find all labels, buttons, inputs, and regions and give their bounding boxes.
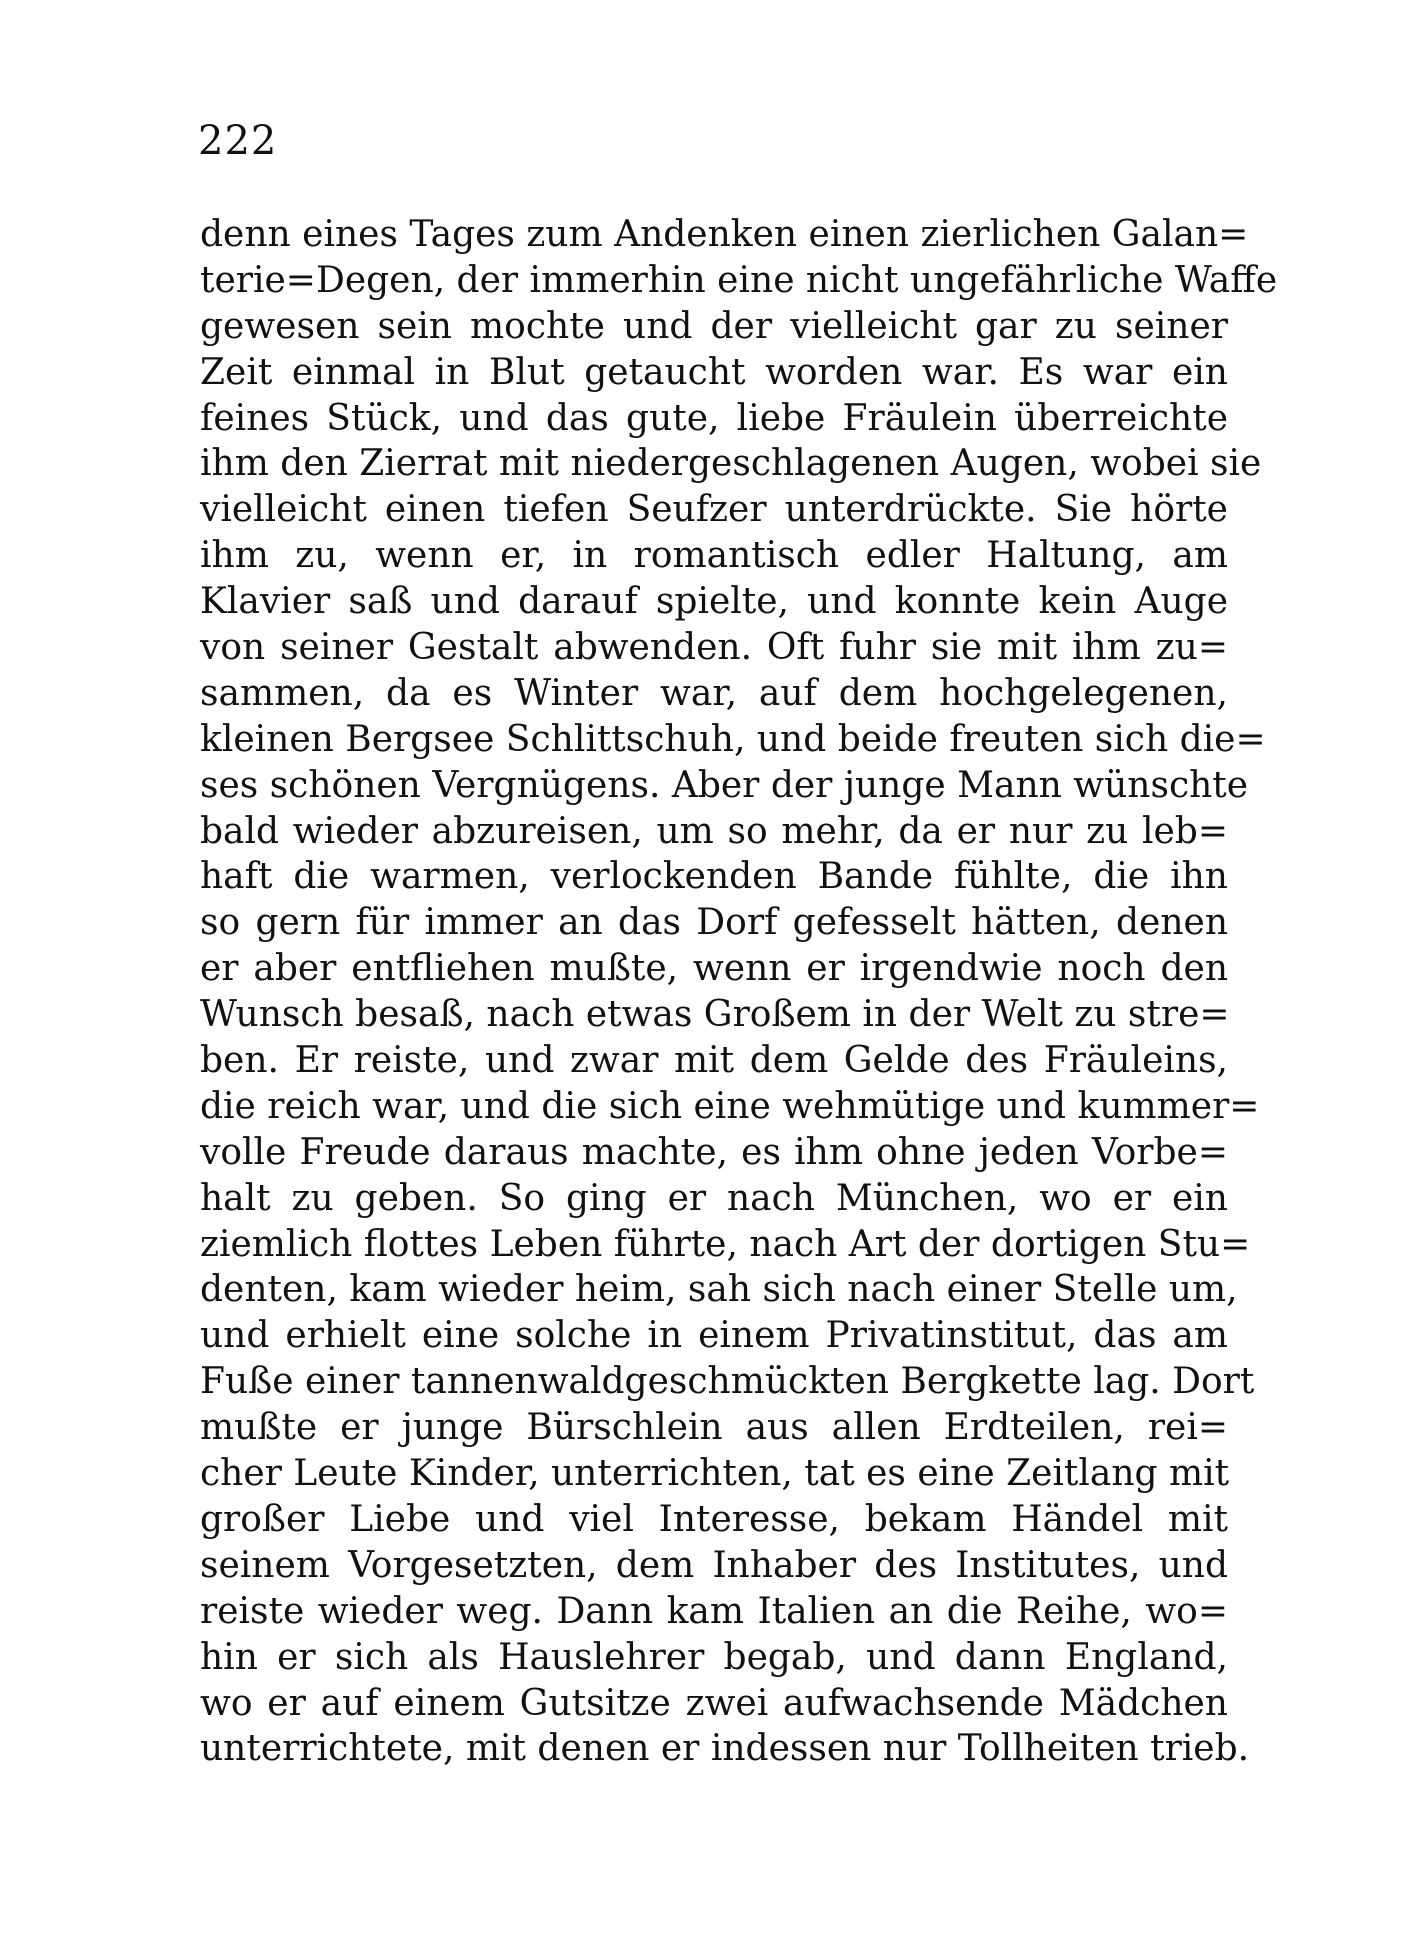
- text-line: wo er auf einem Gutsitze zwei aufwachsende Mädchen: [200, 1682, 1228, 1724]
- text-line: halt zu geben. So ging er nach München, wo er ein: [200, 1177, 1228, 1219]
- text-line: und erhielt eine solche in einem Privatinstitut, das am: [200, 1315, 1228, 1357]
- text-line: die reich war, und die sich eine wehmütige und kummer=: [200, 1085, 1260, 1127]
- page-number: 222: [198, 118, 278, 164]
- text-line: reiste wieder weg. Dann kam Italien an die Reihe, wo=: [200, 1590, 1228, 1632]
- text-line: terie=Degen, der immerhin eine nicht ungefährliche Waffe: [200, 259, 1278, 301]
- text-line: Wunsch besaß, nach etwas Großem in der Welt zu stre=: [200, 994, 1230, 1036]
- text-line: er aber entfliehen mußte, wenn er irgendwie noch den: [200, 948, 1228, 990]
- text-line: feines Stück, und das gute, liebe Fräulein überreichte: [200, 397, 1228, 439]
- text-line: ben. Er reiste, und zwar mit dem Gelde des Fräuleins,: [200, 1040, 1228, 1082]
- text-line: ihm den Zierrat mit niedergeschlagenen Augen, wobei sie: [200, 443, 1262, 485]
- text-line: Zeit einmal in Blut getaucht worden war. Es war ein: [200, 351, 1228, 393]
- text-line: kleinen Bergsee Schlittschuh, und beide freuten sich die=: [200, 718, 1266, 760]
- text-line: hin er sich als Hauslehrer begab, und dann England,: [200, 1636, 1228, 1678]
- text-line: vielleicht einen tiefen Seufzer unterdrückte. Sie hörte: [200, 489, 1228, 531]
- text-line: cher Leute Kinder, unterrichten, tat es eine Zeitlang mit: [200, 1453, 1230, 1495]
- text-line: seinem Vorgesetzten, dem Inhaber des Institutes, und: [200, 1544, 1228, 1586]
- text-line: von seiner Gestalt abwenden. Oft fuhr sie mit ihm zu=: [200, 627, 1228, 669]
- text-line: ihm zu, wenn er, in romantisch edler Haltung, am: [200, 535, 1228, 577]
- text-line: denn eines Tages zum Andenken einen zierlichen Galan=: [200, 214, 1249, 255]
- text-line: mußte er junge Bürschlein aus allen Erdteilen, rei=: [200, 1407, 1228, 1449]
- text-line: gewesen sein mochte und der vielleicht gar zu seiner: [200, 305, 1228, 347]
- text-line: so gern für immer an das Dorf gefesselt hätten, denen: [200, 902, 1228, 944]
- text-line: ziemlich flottes Leben führte, nach Art der dortigen Stu=: [200, 1223, 1251, 1265]
- text-line: volle Freude daraus machte, es ihm ohne jeden Vorbe=: [200, 1131, 1228, 1173]
- text-line: unterrichtete, mit denen er indessen nur Tollheiten trieb.: [200, 1728, 1250, 1770]
- text-line: großer Liebe und viel Interesse, bekam Händel mit: [200, 1498, 1228, 1540]
- text-line: ses schönen Vergnügens. Aber der junge Mann wünschte: [200, 764, 1249, 806]
- text-line: Fuße einer tannenwaldgeschmückten Bergkette lag. Dort: [200, 1361, 1255, 1403]
- text-line: denten, kam wieder heim, sah sich nach einer Stelle um,: [200, 1269, 1238, 1311]
- body-text: [200, 212, 1278, 1772]
- text-line: bald wieder abzureisen, um so mehr, da er nur zu leb=: [200, 810, 1228, 852]
- text-line: Klavier saß und darauf spielte, und konnte kein Auge: [200, 581, 1228, 623]
- text-line: haft die warmen, verlockenden Bande fühlte, die ihn: [200, 856, 1228, 898]
- text-line: sammen, da es Winter war, auf dem hochgelegenen,: [200, 672, 1228, 714]
